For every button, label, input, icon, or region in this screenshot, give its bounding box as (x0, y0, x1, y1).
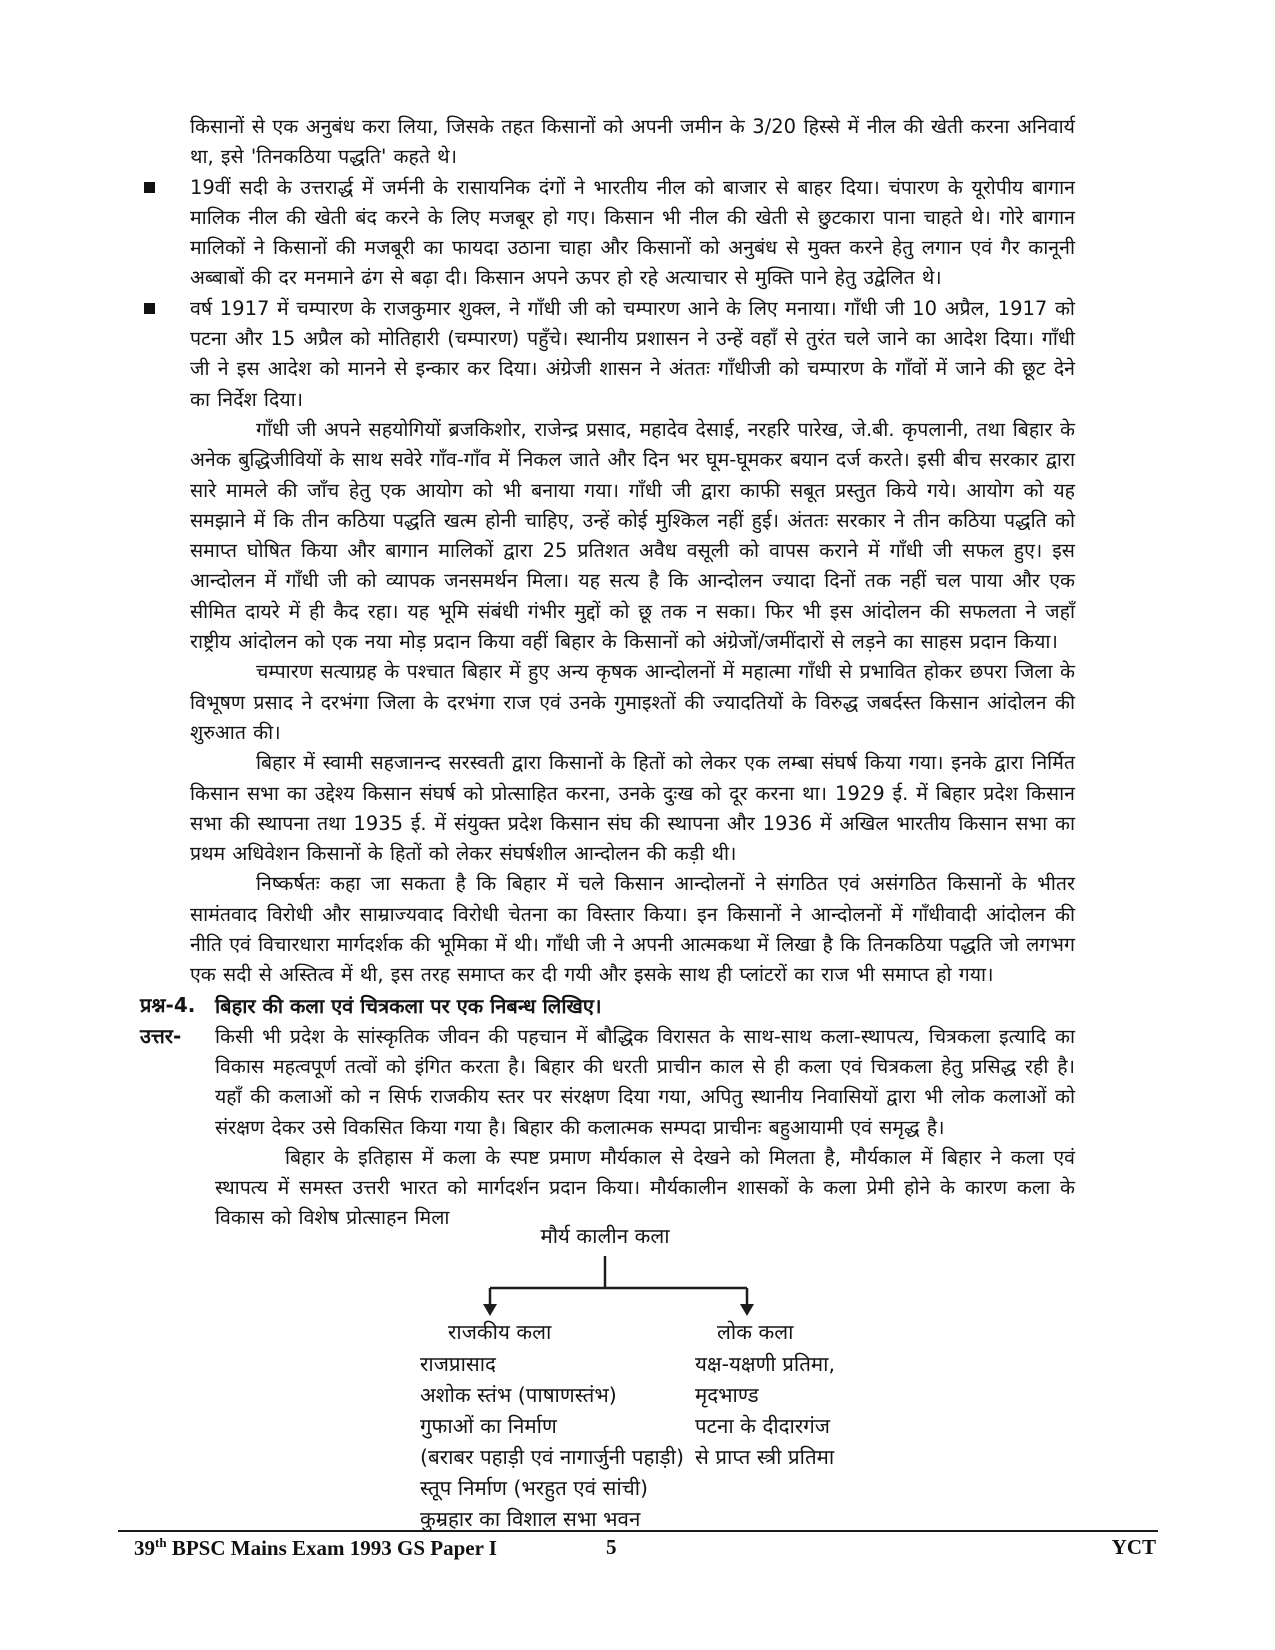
bullet-item (190, 294, 1075, 415)
footer-exam-title: 39th BPSC Mains Exam 1993 GS Paper I (134, 1535, 497, 1560)
diagram-right-item: मृदभाण्ड (695, 1383, 759, 1407)
paragraph: चम्पारण सत्याग्रह के पश्चात बिहार में हुए अन्य कृषक आन्दोलनों में महात्मा गाँधी से प्रभावित होकर छपरा जिला के विभूषण प्रसाद ने दरभंगा जिला के दरभंगा राज एवं उनके गुमाइश्तों की ज्यादतियों के विरुद्ध जबर्दस्त किसान आंदोलन की शुरुआत की। (190, 660, 1075, 744)
bullet-paragraph: 19वीं सदी के उत्तरार्द्ध में जर्मनी के रासायनिक दंगों ने भारतीय नील को बाजार से बाहर दिया। चंपारण के यूरोपीय बागान मालिक नील की खेती बंद करने के लिए मजबूर हो गए। किसान भी नील की खेती से छुटकारा पाना चाहते थे। गोरे बागान मालिकों ने किसानों की मजबूरी का फायदा उठाना चाहा और किसानों को अनुबंध से मुक्त करने हेतु लगान एवं गैर कानूनी अब्बाबों की दर मनमाने ढंग से बढ़ा दी। किसान अपने ऊपर हो रहे अत्याचार से मुक्ति पाने हेतु उद्वेलित थे। (190, 175, 1075, 290)
diagram-left-item: अशोक स्तंभ (पाषाणस्तंभ) (420, 1383, 617, 1407)
arrow-down-icon (740, 1304, 754, 1316)
diagram-right-item: यक्ष-यक्षणी प्रतिमा, (695, 1352, 835, 1376)
diagram-left-item: राजप्रासाद (420, 1352, 496, 1376)
bullet-paragraph: वर्ष 1917 में चम्पारण के राजकुमार शुक्ल, ने गाँधी जी को चम्पारण आने के लिए मनाया। गाँधी जी 10 अप्रैल, 1917 को पटना और 15 अप्रैल को मोतिहारी (चम्पारण) पहुँचे। स्थानीय प्रशासन ने उन्हें वहाँ से तुरंत चले जाने का आदेश दिया। गाँधी जी ने इस आदेश को मानने से इन्कार कर दिया। अंग्रेजी शासन ने अंततः गाँधीजी को चम्पारण के गाँवों में जाने की छूट देने का निर्देश दिया। (190, 296, 1075, 411)
answer-paragraph: बिहार के इतिहास में कला के स्पष्ट प्रमाण मौर्यकाल से देखने को मिलता है, मौर्यकाल में बिहार ने कला एवं स्थापत्य में समस्त उत्तरी भारत को मार्गदर्शन प्रदान किया। मौर्यकालीन शासकों के कला प्रेमी होने के कारण कला के विकास को विशेष प्रोत्साहन मिला (215, 1145, 1075, 1230)
ordinal-superscript: th (155, 1535, 167, 1550)
question-text: बिहार की कला एवं चित्रकला पर एक निबन्ध लिखिए। (215, 993, 602, 1018)
body-text-column (140, 112, 1075, 1234)
paragraph-continuation: किसानों से एक अनुबंध करा लिया, जिसके तहत किसानों को अपनी जमीन के 3/20 हिस्से में नील की खेती करना अनिवार्य था, इसे 'तिनकठिया पद्धति' कहते थे। (190, 115, 1075, 169)
footer-inner (118, 1532, 1158, 1565)
paragraph: गाँधी जी अपने सहयोगियों ब्रजकिशोर, राजेन्द्र प्रसाद, महादेव देसाई, नरहरि पारेख, जे.बी. कृपलानी, तथा बिहार के अनेक बुद्धिजीवियों के साथ सवेरे गाँव-गाँव में निकल जाते और दिन भर घूम-घूमकर बयान दर्ज करते। इसी बीच सरकार द्वारा सारे मामले की जाँच हेतु एक आयोग को भी बनाया गया। गाँधी जी द्वारा काफी सबूत प्रस्तुत किये गये। आयोग को यह समझाने में कि तीन कठिया पद्धति खत्म होनी चाहिए, उन्हें कोई मुश्किल नहीं हुई। अंततः सरकार ने तीन कठिया पद्धति को समाप्त घोषित किया और बागान मालिकों द्वारा 25 प्रतिशत अवैध वसूली को वापस कराने में गाँधी जी सफल हुए। इस आन्दोलन में गाँधी जी को व्यापक जनसमर्थन मिला। यह सत्य है कि आन्दोलन ज्यादा दिनों तक नहीं चल पाया और एक सीमित दायरे में ही कैद रहा। यह भूमि संबंधी गंभीर मुद्दों को छू तक न सका। फिर भी इस आंदोलन की सफलता ने जहाँ राष्ट्रीय आंदोलन को एक नया मोड़ प्रदान किया वहीं बिहार के किसानों को अंग्रेजों/जमींदारों से लड़ने का साहस प्रदान किया। (190, 417, 1075, 654)
bullet-square-icon (144, 303, 155, 314)
diagram-left-item: (बराबर पहाड़ी एवं नागार्जुनी पहाड़ी) (420, 1445, 684, 1469)
diagram-branch-left-label: राजकीय कला (448, 1320, 552, 1344)
answer-row (140, 1022, 1075, 1143)
diagram-left-item: कुम्रहार का विशाल सभा भवन (420, 1507, 641, 1531)
footer-page-number: 5 (606, 1535, 617, 1559)
question-label: प्रश्न-4. (140, 992, 196, 1017)
question-row (140, 991, 1075, 1022)
diagram-left-item: स्तूप निर्माण (भरहुत एवं सांची) (420, 1476, 649, 1500)
answer-paragraph: किसी भी प्रदेश के सांस्कृतिक जीवन की पहचान में बौद्धिक विरासत के साथ-साथ कला-स्थापत्य, चित्रकला इत्यादि का विकास महत्वपूर्ण तत्वों को इंगित करता है। बिहार की धरती प्राचीन काल से ही कला एवं चित्रकला हेतु प्रसिद्ध रही है। यहाँ की कलाओं को न सिर्फ राजकीय स्तर पर संरक्षण दिया गया, अपितु स्थानीय निवासियों द्वारा भी लोक कलाओं को संरक्षण देकर उसे विकसित किया गया है। बिहार की कलात्मक सम्पदा प्राचीनः बहुआयामी एवं समृद्ध है। (215, 1024, 1075, 1139)
diagram-connector-lines (0, 1250, 1275, 1320)
maurya-art-diagram (0, 1222, 1275, 1542)
diagram-root-label: मौर्य कालीन कला (540, 1224, 670, 1248)
bullet-square-icon (144, 182, 155, 193)
diagram-right-item: से प्राप्त स्त्री प्रतिमा (695, 1445, 835, 1469)
page-footer (118, 1530, 1158, 1565)
diagram-branch-left-items (420, 1349, 684, 1535)
arrow-down-icon (483, 1304, 497, 1316)
diagram-left-item: गुफाओं का निर्माण (420, 1414, 557, 1438)
paragraph: बिहार में स्वामी सहजानन्द सरस्वती द्वारा किसानों के हितों को लेकर एक लम्बा संघर्ष किया गया। इनके द्वारा निर्मित किसान सभा का उद्देश्य किसान संघर्ष को प्रोत्साहित करना, उनके दुःख को दूर करना था। 1929 ई. में बिहार प्रदेश किसान सभा की स्थापना तथा 1935 ई. में संयुक्त प्रदेश किसान संघ की स्थापना और 1936 में अखिल भारतीय किसान सभा का प्रथम अधिवेशन किसानों के हितों को लेकर संघर्षशील आन्दोलन की कड़ी थी। (190, 751, 1075, 866)
diagram-branch-right-items (695, 1349, 835, 1473)
diagram-branch-right-label: लोक कला (717, 1320, 794, 1344)
footer-publisher: YCT (1111, 1535, 1156, 1559)
answer-label: उत्तर- (140, 1023, 182, 1048)
paragraph: निष्कर्षतः कहा जा सकता है कि बिहार में चले किसान आन्दोलनों ने संगठित एवं असंगठित किसानों के भीतर सामंतवाद विरोधी और साम्राज्यवाद विरोधी चेतना का विस्तार किया। इन किसानों ने आन्दोलनों में गाँधीवादी आंदोलन की नीति एवं विचारधारा मार्गदर्शक की भूमिका में थी। गाँधी जी ने अपनी आत्मकथा में लिखा है कि तिनकठिया पद्धति जो लगभग एक सदी से अस्तित्व में थी, इस तरह समाप्त कर दी गयी और इसके साथ ही प्लांटरों का राज भी समाप्त हो गया। (190, 872, 1075, 987)
bullet-item (190, 173, 1075, 294)
diagram-right-item: पटना के दीदारगंज (695, 1414, 830, 1438)
